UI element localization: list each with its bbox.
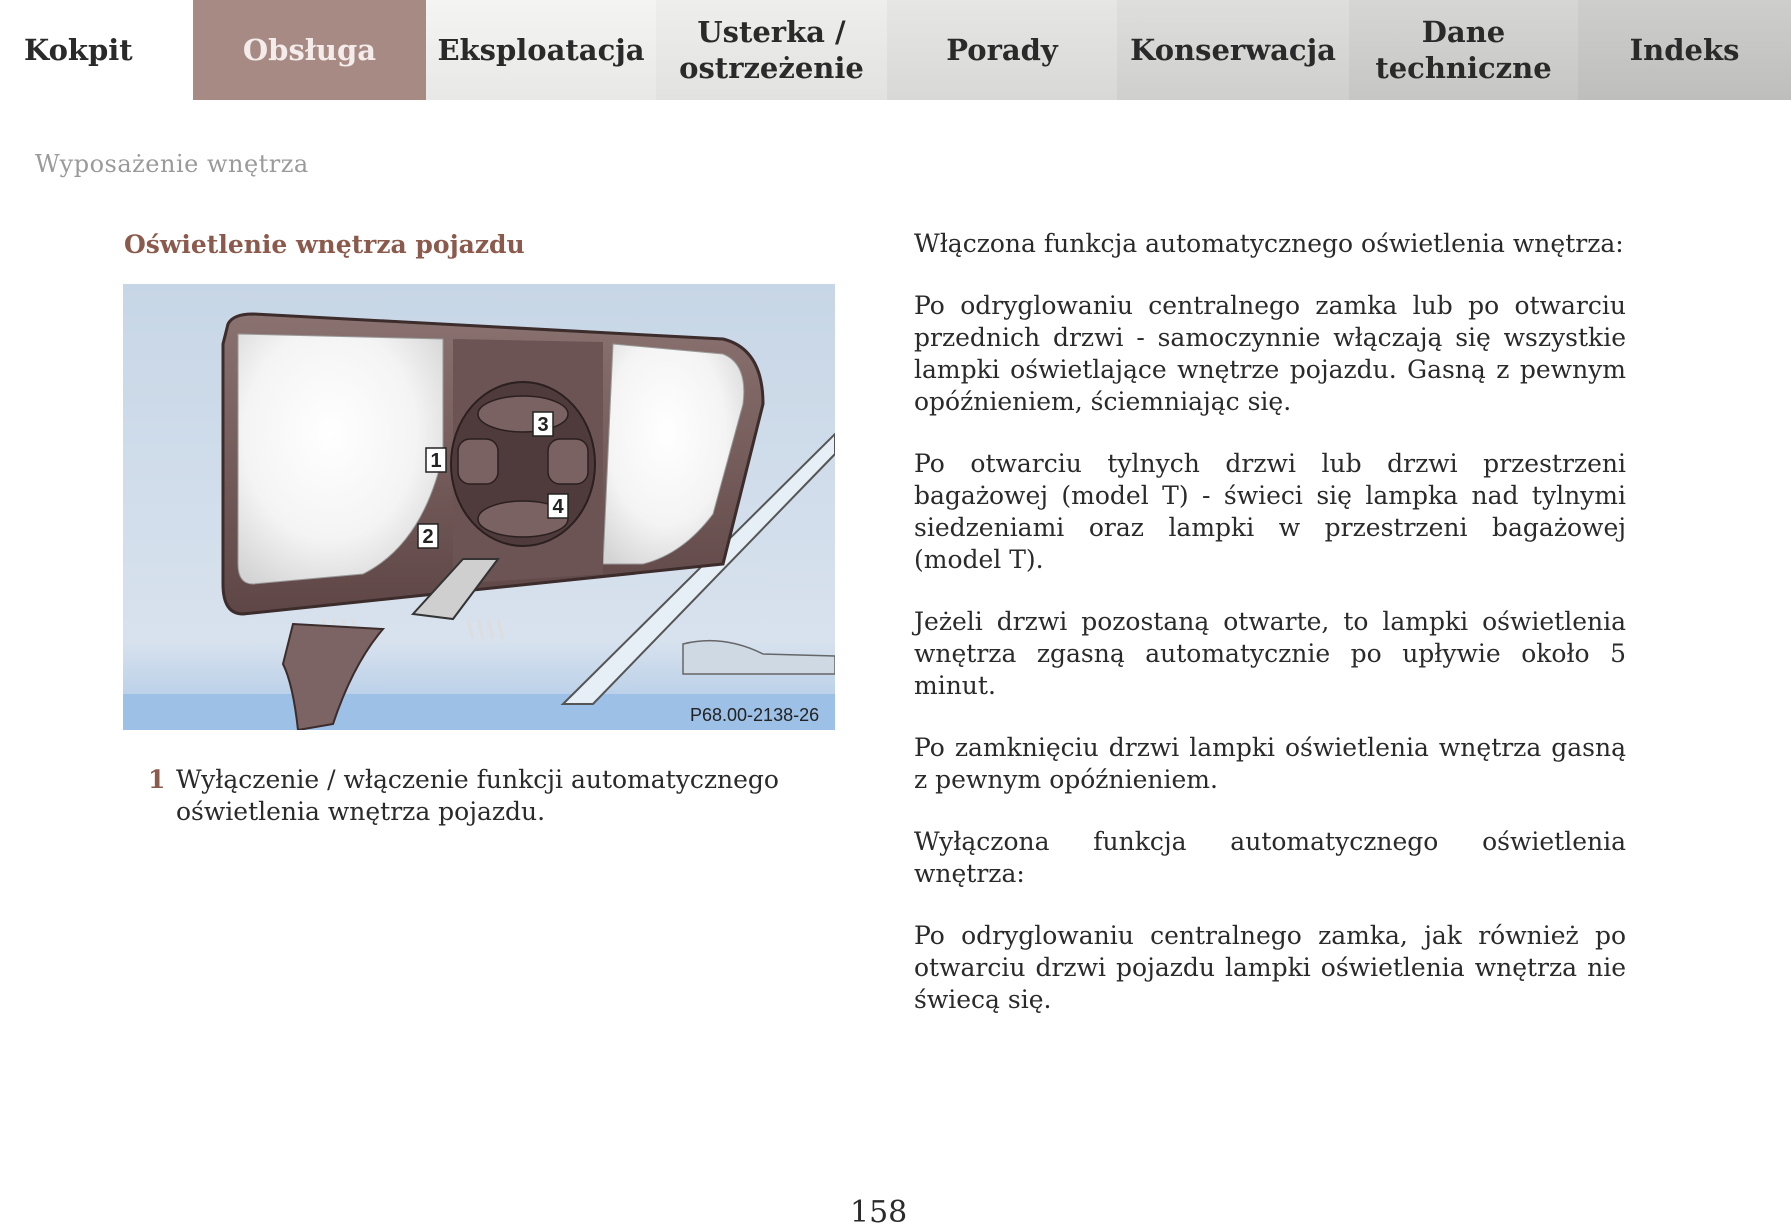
paragraph: Wyłączona funkcja automatycznego oświetlenia wnętrza: (914, 827, 1626, 888)
svg-text:1: 1 (430, 450, 442, 472)
tab-label-line2: techniczne (1375, 51, 1552, 85)
tab-usterka[interactable] (656, 0, 887, 100)
caption-text: Wyłączenie / włączenie funkcji automatycznego oświetlenia wnętrza pojazdu. (176, 765, 779, 826)
figure-code: P68.00-2138-26 (690, 705, 820, 725)
tab-label: Indeks (1629, 33, 1740, 67)
switch-left (458, 439, 498, 484)
paragraph: Po odryglowaniu centralnego zamka lub po otwarciu przednich drzwi - samoczynnie włączają się wszystkie lampki oświetlające wnętrze pojazdu. Gasną z pewnym opóźnieniem, ściemniając się. (914, 291, 1626, 416)
paragraph: Po zamknięciu drzwi lampki oświetlenia wnętrza gasną z pewnym opóźnieniem. (914, 733, 1626, 794)
caption-number: 1 (148, 765, 166, 794)
body-text-column (914, 228, 1626, 1046)
tab-label: Kokpit (24, 33, 133, 67)
tab-label-line2: ostrzeżenie (679, 51, 864, 85)
tab-porady[interactable] (887, 0, 1117, 100)
page-number: 158 (850, 1195, 908, 1230)
svg-text:3: 3 (537, 414, 549, 436)
callout-4 (548, 494, 568, 518)
svg-text:2: 2 (422, 526, 434, 548)
tab-label: Obsługa (242, 33, 377, 67)
tab-label-line1: Usterka / (697, 15, 846, 49)
interior-light-illustration (123, 284, 835, 730)
tab-kokpit[interactable] (0, 0, 193, 100)
tab-label: Eksploatacja (437, 33, 645, 67)
tab-eksploatacja[interactable] (426, 0, 656, 100)
paragraph: Po odryglowaniu centralnego zamka, jak również po otwarciu drzwi pojazdu lampki oświetlenia wnętrza nie świecą się. (914, 921, 1626, 1014)
callout-2 (418, 524, 438, 548)
paragraph: Włączona funkcja automatycznego oświetlenia wnętrza: (914, 229, 1624, 258)
tab-konserwacja[interactable] (1117, 0, 1349, 100)
switch-right (548, 439, 588, 484)
paragraph: Po otwarciu tylnych drzwi lub drzwi przestrzeni bagażowej (model T) - świeci się lampka nad tylnymi siedzeniami oraz lampki w przestrzeni bagażowej (model T). (914, 449, 1626, 574)
switch-top (478, 396, 568, 432)
page-heading: Oświetlenie wnętrza pojazdu (124, 230, 525, 259)
tab-label-line1: Dane (1421, 15, 1506, 49)
figure-caption (148, 764, 838, 828)
section-title: Wyposażenie wnętrza (35, 150, 309, 178)
callout-1 (426, 448, 446, 472)
tab-obsluga[interactable] (193, 0, 426, 100)
chapter-tabs (0, 0, 1791, 100)
paragraph: Jeżeli drzwi pozostaną otwarte, to lampki oświetlenia wnętrza zgasną automatycznie po upływie około 5 minut. (914, 607, 1626, 700)
tab-indeks[interactable] (1578, 0, 1791, 100)
svg-text:4: 4 (552, 496, 564, 518)
tab-label: Porady (946, 33, 1058, 67)
callout-3 (533, 412, 553, 436)
tab-dane-techniczne[interactable] (1349, 0, 1578, 100)
tab-label: Konserwacja (1130, 33, 1336, 67)
